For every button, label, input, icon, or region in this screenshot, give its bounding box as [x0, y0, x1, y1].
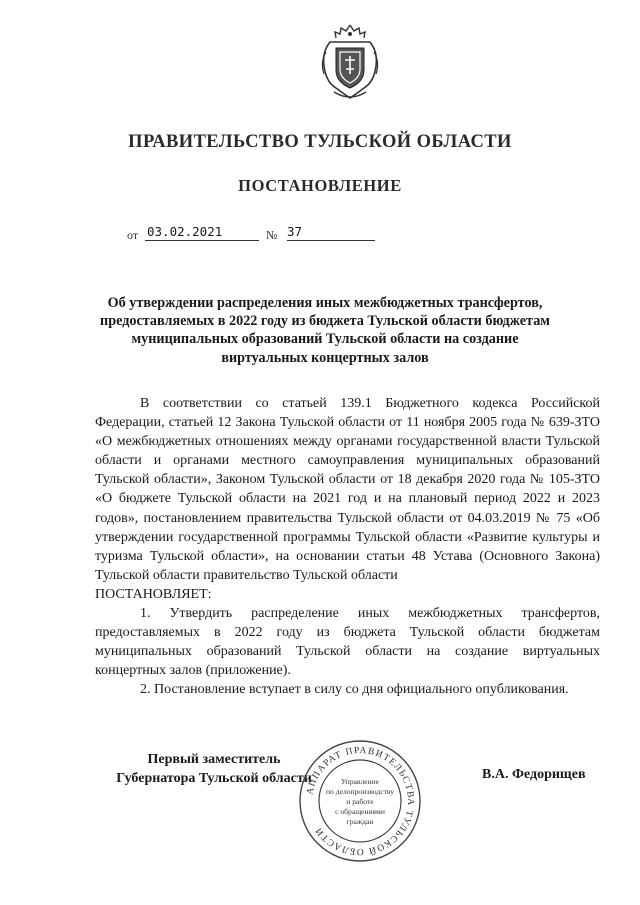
position-line: Первый заместитель — [147, 752, 281, 767]
document-date: 03.02.2021 — [145, 224, 259, 241]
stamp-center-line: Управление — [340, 777, 380, 786]
title-line: муниципальных образований Тульской области на создание — [131, 331, 519, 348]
title-line: Об утверждении распределения иных межбюджетных трансфертов, — [107, 295, 543, 311]
title-line: предоставляемых в 2022 году из бюджета Тульской области бюджетам — [100, 313, 550, 330]
stamp-ring-text: АППАРАТ ПРАВИТЕЛЬСТВА ТУЛЬСКОЙ ОБЛАСТИ — [305, 745, 416, 857]
item-2: 2. Постановление вступает в силу со дня официального опубликования. — [140, 682, 569, 698]
date-prefix: от — [127, 228, 139, 242]
resolves-heading: ПОСТАНОВЛЯЕТ: — [95, 586, 212, 602]
signatory-name: В.А. Федорищев — [482, 767, 586, 782]
stamp-center-line: по делопроизводству — [325, 787, 395, 796]
organization-title: ПРАВИТЕЛЬСТВО ТУЛЬСКОЙ ОБЛАСТИ — [128, 132, 512, 152]
stamp-center-line: и работе — [346, 797, 374, 806]
document-title — [100, 294, 550, 367]
position-line: Губернатора Тульской области — [116, 771, 312, 786]
title-line: виртуальных концертных залов — [221, 349, 429, 366]
signatory-position — [104, 750, 324, 788]
document-type: ПОСТАНОВЛЕНИЕ — [238, 176, 402, 195]
document-number: 37 — [287, 224, 375, 241]
document-body — [95, 394, 600, 700]
coat-of-arms-icon — [316, 22, 384, 104]
stamp-center-line: граждан — [346, 817, 374, 826]
preamble-paragraph: В соответствии со статьей 139.1 Бюджетного кодекса Российской Федерации, статьей 12 Закона Тульской области от 11 ноября 2005 года № 639-ЗТО «О межбюджетных отношениях между органами государственной власти Тульской области и органами местного самоуправления муниципальных образований Тульской области», Законом Тульской области от 18 декабря 2020 года № 105-ЗТО «О бюджете Тульской области на 2021 год и на плановый период 2022 и 2023 годов», постановлением правительства Тульской области от 04.03.2019 № 75 «Об утверждении государственной программы Тульской области «Развитие культуры и туризма Тульской области», на основании статьи 48 Устава (Основного Закона) Тульской области правительство Тульской области — [95, 396, 600, 583]
number-prefix: № — [266, 228, 278, 242]
stamp-center-line: с обращениями — [335, 807, 385, 816]
official-stamp — [297, 738, 423, 864]
item-1: 1. Утвердить распределение иных межбюджетных трансфертов, предоставляемых в 2022 году из бюджета Тульской области бюджетам муниципальных образований Тульской области на создание виртуальных концертных залов (приложение). — [95, 606, 600, 679]
